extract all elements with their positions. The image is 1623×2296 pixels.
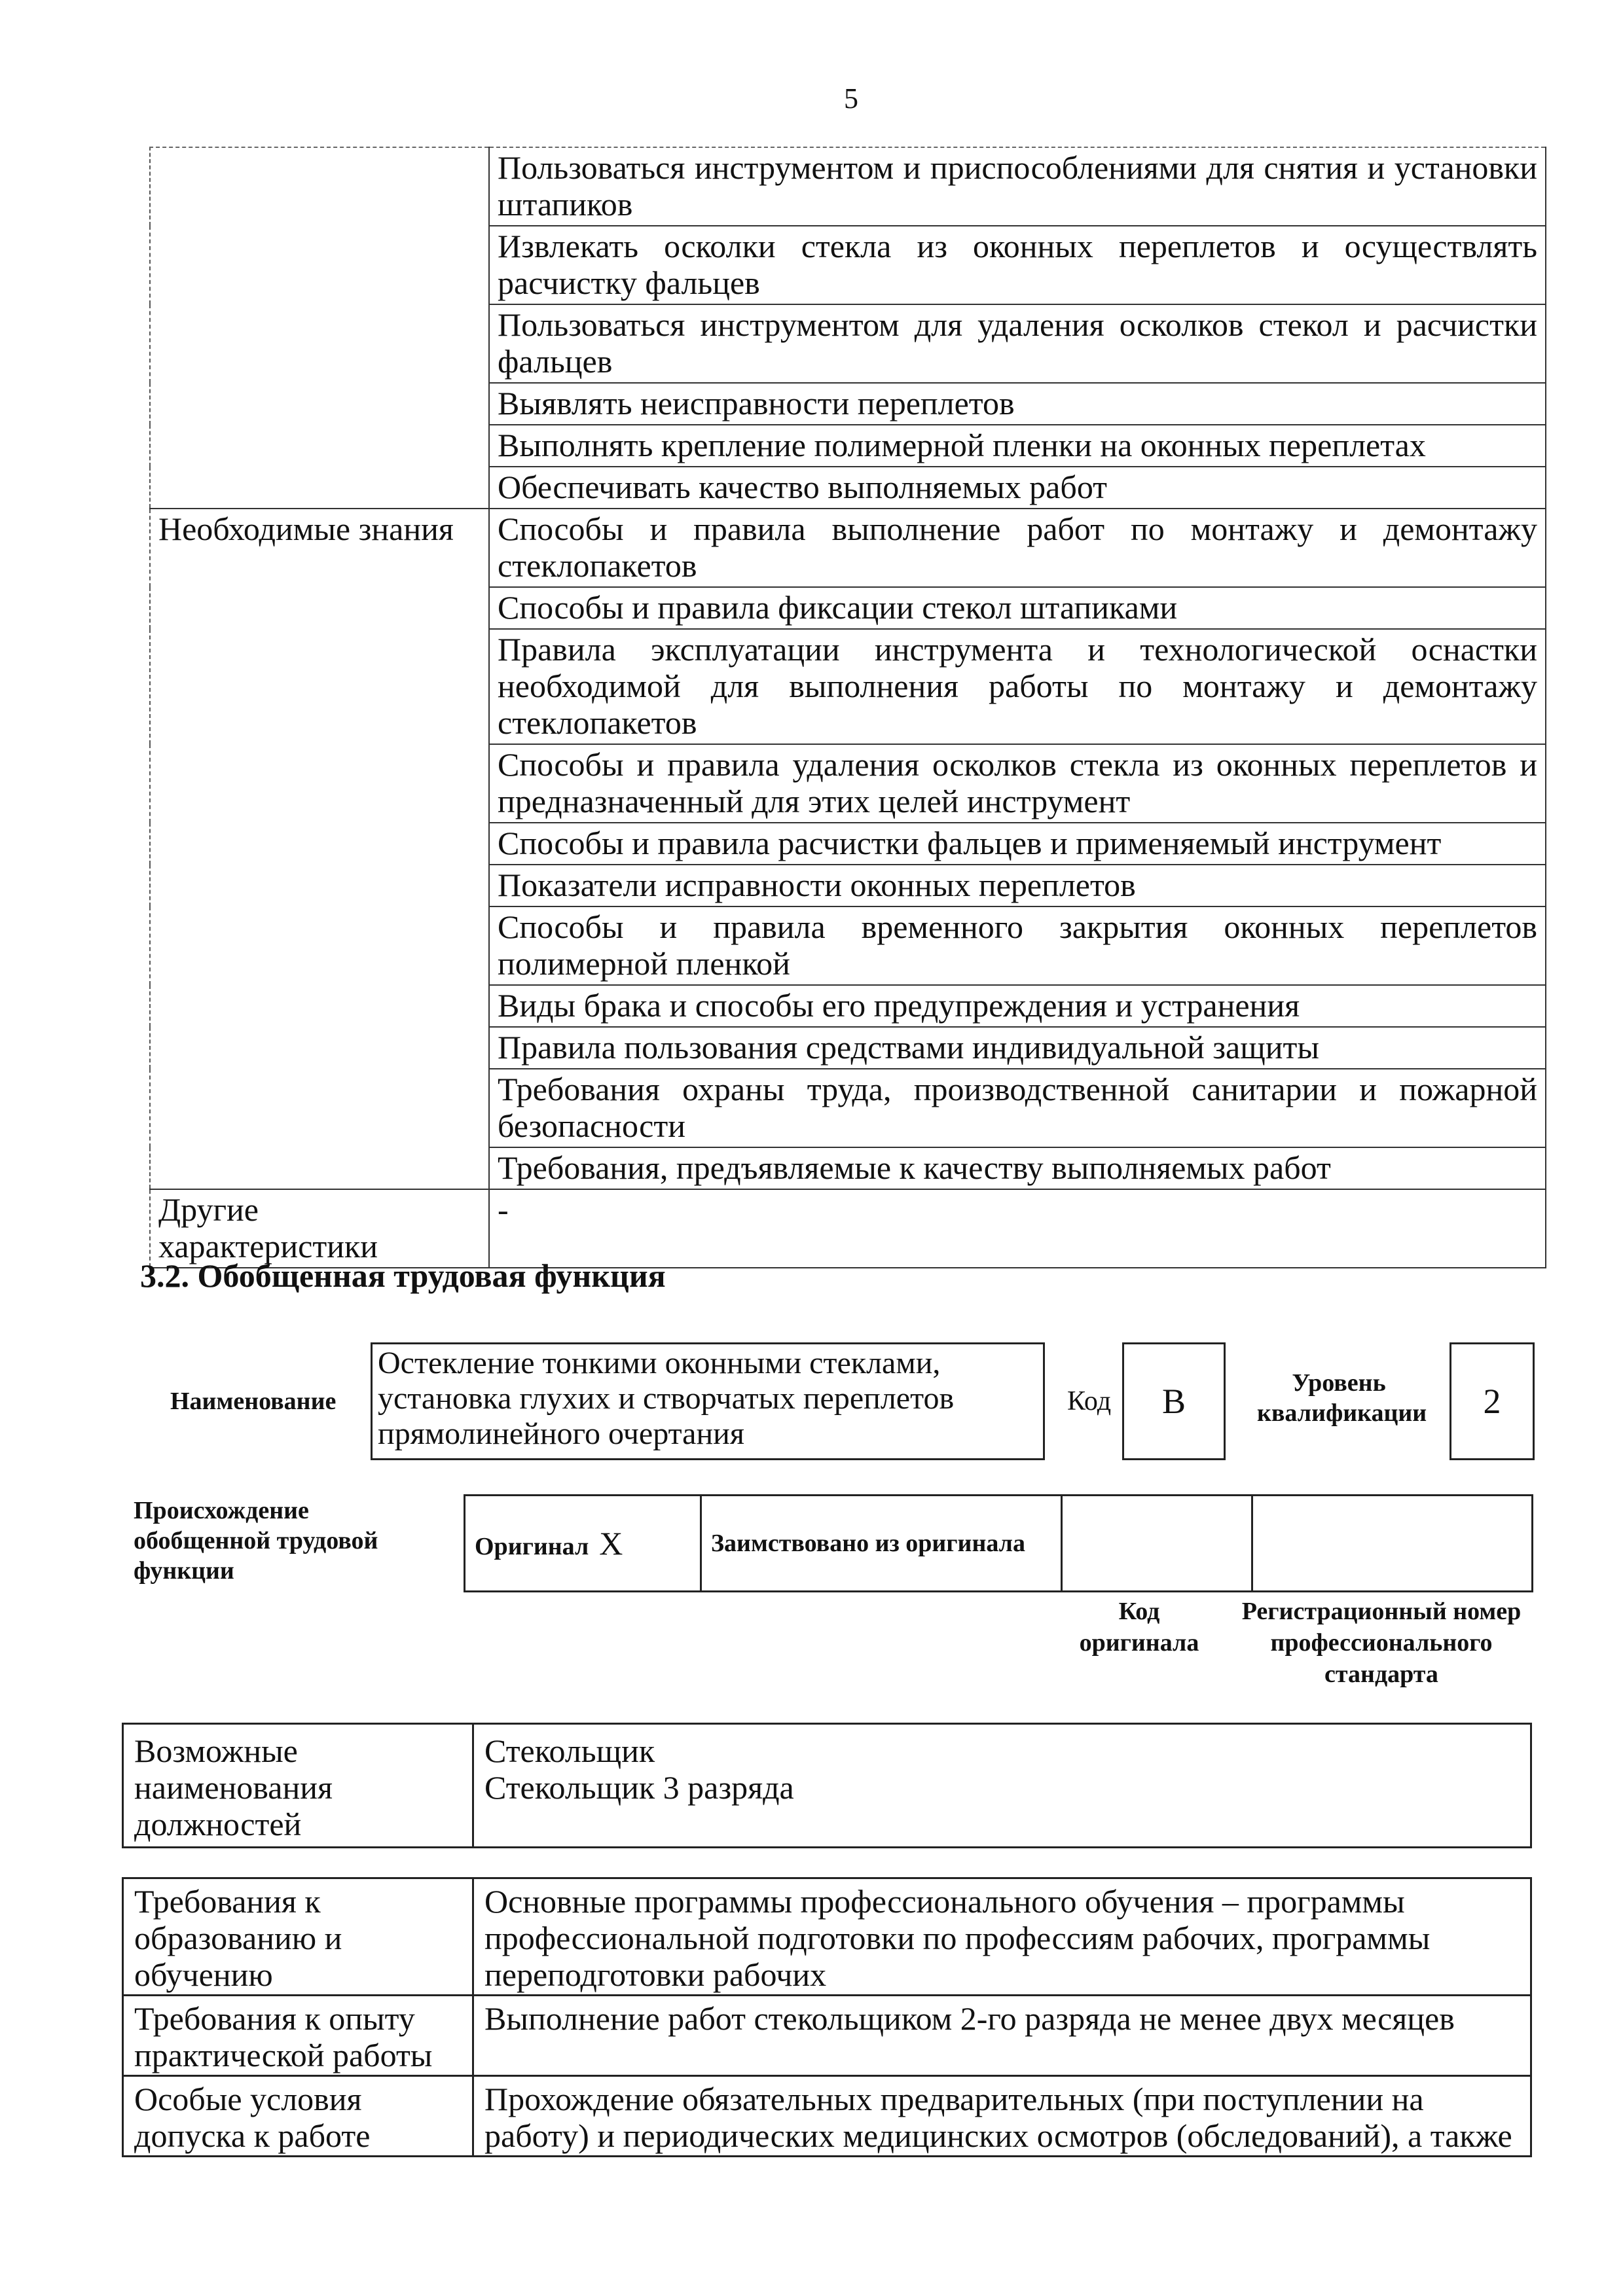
origin-label-line: обобщенной трудовой bbox=[134, 1527, 378, 1554]
table-row bbox=[465, 1496, 1533, 1592]
positions-label-line: Возможные bbox=[134, 1732, 298, 1769]
conditions-value: Прохождение обязательных предварительных (при поступлении на работу) и периодических медицинских осмотров (обследований), а также bbox=[473, 2076, 1531, 2157]
skill-item: Выявлять неисправности переплетов bbox=[489, 383, 1546, 425]
positions-label bbox=[123, 1724, 473, 1848]
empty-label-cell bbox=[150, 629, 489, 744]
table-row bbox=[150, 383, 1546, 425]
name-value-box: Остекление тонкими оконными стеклами, установка глухих и створчатых переплетов прямолинейного очертания bbox=[371, 1342, 1045, 1460]
caption-line: Код bbox=[1118, 1598, 1160, 1625]
positions-value bbox=[473, 1724, 1531, 1848]
experience-label bbox=[123, 1996, 473, 2076]
skills-knowledge-table bbox=[149, 147, 1546, 1268]
empty-label-cell bbox=[150, 147, 489, 226]
education-label-line: образованию и bbox=[134, 1920, 342, 1956]
knowledge-item: Способы и правила временного закрытия оконных переплетов полимерной пленкой bbox=[489, 906, 1546, 985]
skill-item: Обеспечивать качество выполняемых работ bbox=[489, 467, 1546, 509]
table-row bbox=[150, 425, 1546, 467]
empty-label-cell bbox=[150, 1147, 489, 1189]
table-row bbox=[150, 985, 1546, 1027]
skill-item: Извлекать осколки стекла из оконных переплетов и осуществлять расчистку фальцев bbox=[489, 226, 1546, 304]
knowledge-item: Способы и правила удаления осколков стекла из оконных переплетов и предназначенный для этих целей инструмент bbox=[489, 744, 1546, 823]
knowledge-item: Способы и правила фиксации стекол штапиками bbox=[489, 587, 1546, 629]
positions-table bbox=[122, 1723, 1532, 1848]
position-name: Стекольщик 3 разряда bbox=[484, 1769, 794, 1806]
empty-label-cell bbox=[150, 744, 489, 823]
empty-label-cell bbox=[150, 823, 489, 865]
empty-label-cell bbox=[150, 226, 489, 304]
table-row bbox=[150, 467, 1546, 509]
education-value: Основные программы профессионального обучения – программы профессиональной подготовки по профессиям рабочих, программы переподготовки рабочих bbox=[473, 1878, 1531, 1996]
knowledge-item: Требования охраны труда, производственной санитарии и пожарной безопасности bbox=[489, 1069, 1546, 1147]
table-row bbox=[150, 1189, 1546, 1268]
table-row bbox=[150, 823, 1546, 865]
experience-value: Выполнение работ стекольщиком 2-го разряда не менее двух месяцев bbox=[473, 1996, 1531, 2076]
skill-item: Пользоваться инструментом и приспособлениями для снятия и установки штапиков bbox=[489, 147, 1546, 226]
empty-label-cell bbox=[150, 425, 489, 467]
origin-label bbox=[134, 1496, 378, 1586]
empty-label-cell bbox=[150, 587, 489, 629]
experience-label-line: практической работы bbox=[134, 2037, 433, 2073]
education-label-line: обучению bbox=[134, 1956, 273, 1993]
level-label-line: квалификации bbox=[1257, 1399, 1427, 1427]
table-row bbox=[150, 304, 1546, 383]
table-row bbox=[123, 2076, 1531, 2157]
origin-label-line: функции bbox=[134, 1557, 234, 1585]
table-row bbox=[150, 1027, 1546, 1069]
knowledge-item: Способы и правила расчистки фальцев и применяемый инструмент bbox=[489, 823, 1546, 865]
caption-line: стандарта bbox=[1324, 1660, 1438, 1688]
table-row bbox=[150, 744, 1546, 823]
knowledge-item: Правила пользования средствами индивидуальной защиты bbox=[489, 1027, 1546, 1069]
section-heading: 3.2. Обобщенная трудовая функция bbox=[140, 1257, 666, 1294]
table-row bbox=[123, 1724, 1531, 1848]
position-name: Стекольщик bbox=[484, 1732, 655, 1769]
positions-label-line: должностей bbox=[134, 1806, 302, 1842]
table-row bbox=[150, 865, 1546, 906]
page-number: 5 bbox=[844, 82, 858, 115]
table-row bbox=[150, 629, 1546, 744]
knowledge-item: Правила эксплуатации инструмента и технологической оснастки необходимой для выполнения работы по монтажу и демонтажу стеклопакетов bbox=[489, 629, 1546, 744]
requirements-table bbox=[122, 1877, 1532, 2157]
empty-label-cell bbox=[150, 304, 489, 383]
table-row bbox=[123, 1878, 1531, 1996]
education-label-line: Требования к bbox=[134, 1883, 321, 1920]
skill-item: Выполнять крепление полимерной пленки на оконных переплетах bbox=[489, 425, 1546, 467]
education-label bbox=[123, 1878, 473, 1996]
table-row bbox=[150, 509, 1546, 587]
knowledge-item: Способы и правила выполнение работ по монтажу и демонтажу стеклопакетов bbox=[489, 509, 1546, 587]
level-value-box: 2 bbox=[1450, 1342, 1535, 1460]
origin-original-cell bbox=[465, 1496, 701, 1592]
code-value-box: B bbox=[1122, 1342, 1226, 1460]
empty-label-cell bbox=[150, 1027, 489, 1069]
origin-label-line: Происхождение bbox=[134, 1497, 309, 1524]
level-label-line: Уровень bbox=[1292, 1369, 1386, 1397]
empty-label-cell bbox=[150, 467, 489, 509]
knowledge-item: Показатели исправности оконных переплетов bbox=[489, 865, 1546, 906]
empty-label-cell bbox=[150, 383, 489, 425]
experience-label-line: Требования к опыту bbox=[134, 2000, 415, 2037]
empty-label-cell bbox=[150, 906, 489, 985]
table-row bbox=[150, 226, 1546, 304]
caption-line: профессионального bbox=[1270, 1629, 1493, 1657]
conditions-label-line: Особые условия bbox=[134, 2081, 362, 2117]
code-label: Код bbox=[1067, 1386, 1112, 1416]
positions-label-line: наименования bbox=[134, 1769, 333, 1806]
origin-table bbox=[464, 1494, 1533, 1592]
table-row bbox=[150, 906, 1546, 985]
empty-label-cell bbox=[150, 985, 489, 1027]
caption-code bbox=[1041, 1596, 1237, 1659]
origin-original-label: Оригинал bbox=[475, 1533, 589, 1560]
caption-line: Регистрационный номер bbox=[1241, 1598, 1522, 1625]
caption-line: оригинала bbox=[1079, 1629, 1199, 1657]
table-row bbox=[123, 1996, 1531, 2076]
empty-label-cell bbox=[150, 1069, 489, 1147]
origin-reg-number-cell bbox=[1252, 1496, 1533, 1592]
skill-item: Пользоваться инструментом для удаления осколков стекол и расчистки фальцев bbox=[489, 304, 1546, 383]
conditions-label bbox=[123, 2076, 473, 2157]
conditions-label-line: допуска к работе bbox=[134, 2117, 371, 2154]
origin-mark: X bbox=[599, 1525, 623, 1562]
name-label: Наименование bbox=[170, 1388, 337, 1415]
table-row bbox=[150, 1147, 1546, 1189]
other-value: - bbox=[489, 1189, 1546, 1268]
knowledge-item: Требования, предъявляемые к качеству выполняемых работ bbox=[489, 1147, 1546, 1189]
table-row bbox=[150, 1069, 1546, 1147]
origin-borrowed-cell: Заимствовано из оригинала bbox=[701, 1496, 1062, 1592]
origin-code-cell bbox=[1062, 1496, 1252, 1592]
level-label bbox=[1257, 1368, 1427, 1428]
knowledge-label: Необходимые знания bbox=[150, 509, 489, 587]
other-label: Другие характеристики bbox=[150, 1189, 489, 1268]
knowledge-item: Виды брака и способы его предупреждения и устранения bbox=[489, 985, 1546, 1027]
empty-label-cell bbox=[150, 865, 489, 906]
caption-reg-number bbox=[1211, 1596, 1552, 1690]
table-row bbox=[150, 587, 1546, 629]
table-row bbox=[150, 147, 1546, 226]
